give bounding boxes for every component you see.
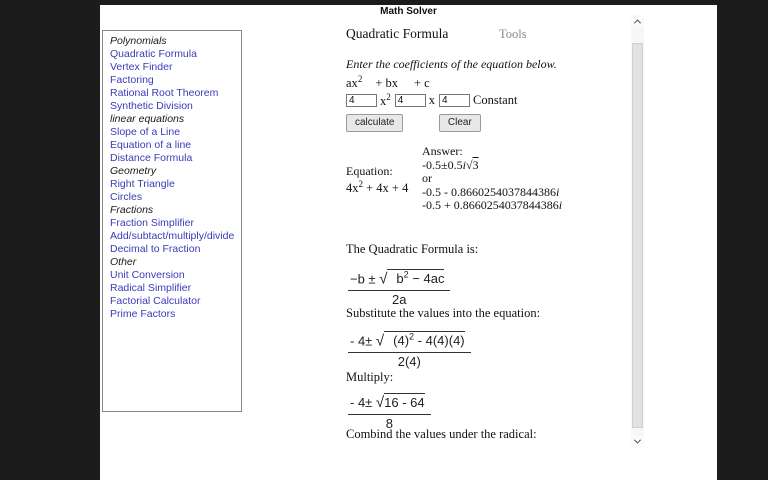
sidebar-item-synthetic-division[interactable]: Synthetic Division [110,100,193,112]
quadratic-formula-display: $\frac{-b \pm √ b^2 - 4ac}{2a}$ [348,269,450,307]
equation-template [346,74,430,91]
content-scrollbar[interactable] [631,15,644,448]
sidebar-item-rational-root-theorem[interactable]: Rational Root Theorem [110,87,219,99]
coefficient-inputs-row [346,92,521,109]
b-input-label: x [428,93,435,108]
sidebar-item-add-subtract-multiply-divide[interactable]: Add/subtact/multiply/divide [110,230,235,242]
chevron-down-icon [634,437,641,444]
combine-label: Combind the values under the radical: [346,427,537,441]
scrollbar-thumb[interactable] [632,43,643,428]
scrollbar-up-button[interactable] [631,15,644,28]
b-term: + bx [375,76,398,91]
sidebar-item-right-triangle[interactable]: Right Triangle [110,178,175,190]
sidebar-header-other: Other [110,256,137,268]
sidebar-item-quadratic-formula[interactable]: Quadratic Formula [110,48,197,60]
multiplied-formula-display: $\frac{- 4\pm √16 - 64}{8}$ [348,393,431,431]
sidebar-item-factoring[interactable]: Factoring [110,74,154,86]
sidebar-item-decimal-to-fraction[interactable]: Decimal to Fraction [110,243,201,255]
coefficient-c-input[interactable] [439,94,470,107]
radical-sign: √ [375,394,385,411]
multiply-label: Multiply: [346,370,394,384]
sidebar-item-slope-of-a-line[interactable]: Slope of a Line [110,126,181,138]
sidebar-header-linear-equations: linear equations [110,113,185,125]
chevron-up-icon [634,19,641,26]
sidebar-nav [102,30,242,412]
sidebar-header-polynomials: Polynomials [110,35,167,47]
answer-exact: -0.5±0.5i√3 [422,157,479,172]
answer-block [422,145,562,213]
math-solver-page [100,5,717,480]
action-buttons-row [346,112,481,132]
instruction-text: Enter the coefficients of the equation below. [346,57,557,71]
substitute-label: Substitute the values into the equation: [346,306,541,320]
sidebar-item-vertex-finder[interactable]: Vertex Finder [110,61,173,73]
clear-button[interactable]: Clear [439,114,481,132]
equation-label: Equation: [346,164,393,178]
substituted-formula-display: $\frac{- 4\pm √ (4)^2 - 4(4)(4)}{2(4)}$ [348,331,471,369]
sidebar-item-unit-conversion[interactable]: Unit Conversion [110,269,185,281]
answer-decimal-2: -0.5 + 0.8660254037844386i [422,198,563,213]
site-title: Math Solver [380,6,437,17]
coefficient-a-input[interactable] [346,94,377,107]
radical-sign: √ [379,270,388,288]
sidebar-item-circles[interactable]: Circles [110,191,143,203]
a-input-label: $x^2$ [380,92,391,109]
sidebar-item-prime-factors[interactable]: Prime Factors [110,308,176,320]
tools-link[interactable]: Tools [499,27,527,41]
sidebar-header-fractions: Fractions [110,204,154,216]
c-term: + c [414,76,430,91]
answer-decimal-1: -0.5 - 0.8660254037844386i [422,184,560,199]
page-title: Quadratic Formula [346,26,449,41]
a-term: $ax^2$ [346,74,363,91]
or-label: or [422,171,432,186]
calculate-button[interactable]: calculate [346,114,403,132]
answer-label: Answer: [422,144,463,158]
sidebar-header-geometry: Geometry [110,165,157,177]
formula-intro-label: The Quadratic Formula is: [346,242,479,256]
sidebar-item-equation-of-a-line[interactable]: Equation of a line [110,139,192,151]
sidebar-item-factorial-calculator[interactable]: Factorial Calculator [110,295,201,307]
sidebar-item-distance-formula[interactable]: Distance Formula [110,152,193,164]
sidebar-item-fraction-simplifier[interactable]: Fraction Simplifier [110,217,195,229]
c-input-label: Constant [473,93,518,108]
equation-value: $4x^2 + 4x + 4$ [346,179,409,196]
scrollbar-down-button[interactable] [631,435,644,448]
coefficient-b-input[interactable] [395,94,426,107]
sidebar-item-radical-simplifier[interactable]: Radical Simplifier [110,282,192,294]
radical-sign: √ [375,332,385,350]
